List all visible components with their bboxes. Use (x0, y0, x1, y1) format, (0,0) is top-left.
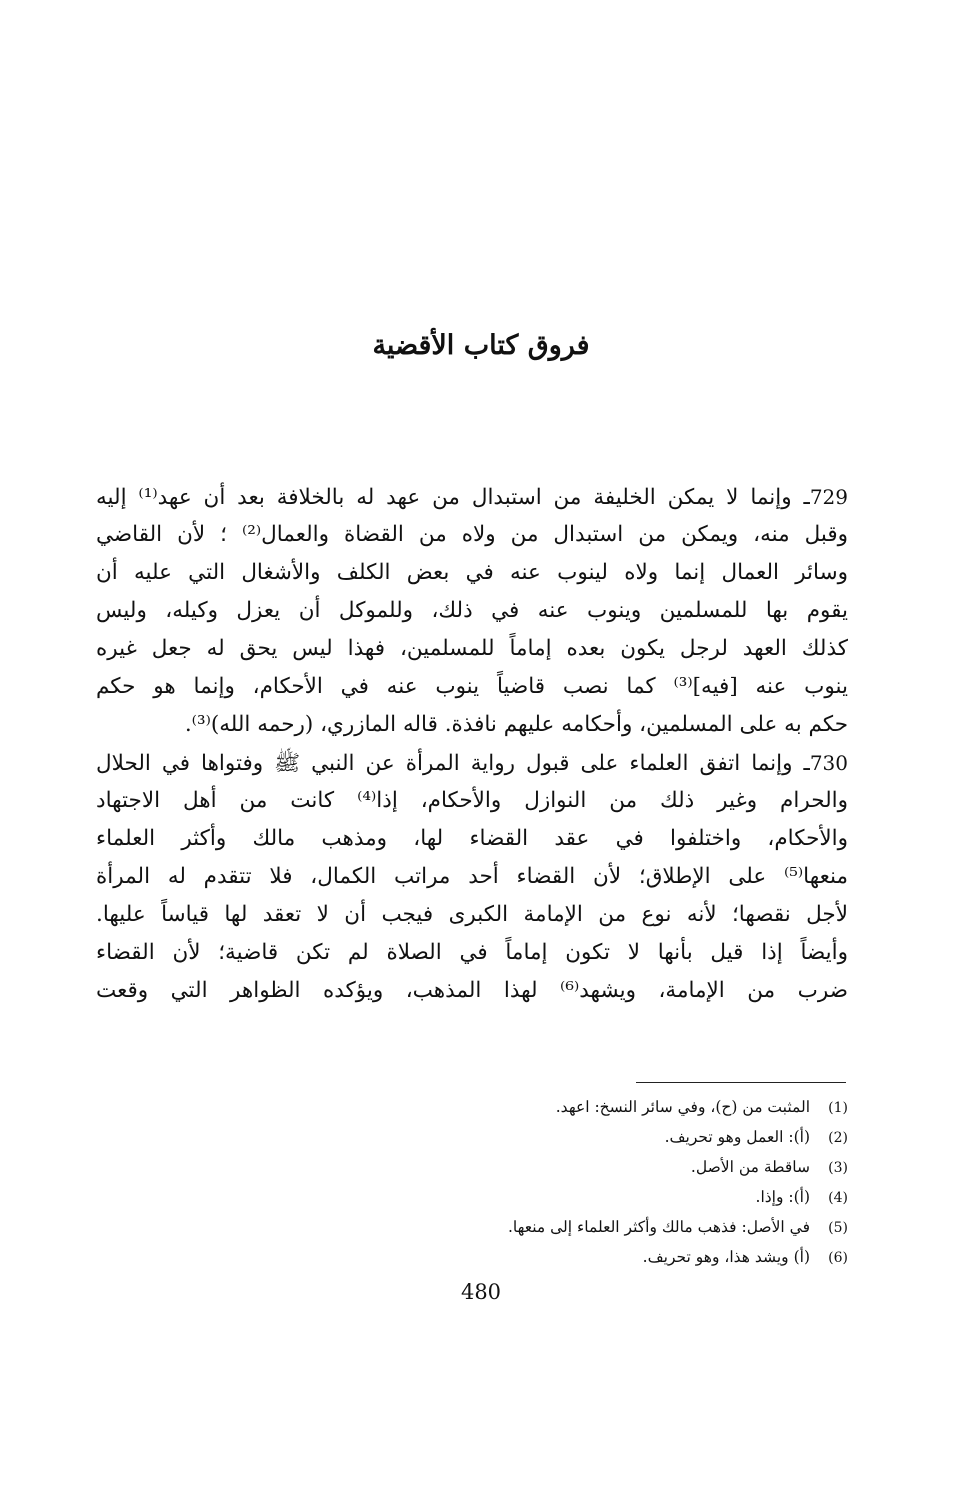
footnote-text: (أ): العمل وهو تحريف. (664, 1128, 810, 1146)
paragraph-number: 729 (809, 485, 848, 509)
paragraph-730 (96, 744, 848, 1010)
text-line: ينوب عنه [فيه]⁽³⁾ كما نصب قاضياً ينوب عنه في الأحكام، وإنما هو حكم (96, 674, 848, 699)
footnote (288, 1212, 848, 1242)
footnote-text: المثبت من (ح)، وفي سائر النسخ: اعهد. (555, 1098, 810, 1116)
footnote-number: (5) (828, 1220, 848, 1236)
footnote (288, 1242, 848, 1272)
text-line: والحرام وغير ذلك من النوازل والأحكام، إذا⁽⁴⁾ كانت من أهل الاجتهاد (96, 788, 848, 813)
footnote-text: في الأصل: فذهب مالك وأكثر العلماء إلى منعها. (507, 1218, 810, 1236)
footnote-number: (4) (828, 1190, 848, 1206)
footnote-number: (3) (828, 1160, 848, 1176)
paragraph-729 (96, 478, 848, 744)
text-line: حكم به على المسلمين، وأحكامه عليهم نافذة. قاله المازري، (رحمه الله)⁽³⁾. (184, 712, 848, 737)
footnote (288, 1152, 848, 1182)
text-line: وسائر العمال إنما ولاه لينوب عنه في بعض الكلف والأشغال التي عليه أن (96, 560, 848, 585)
paragraph-number: 730 (809, 751, 848, 775)
footnote (288, 1092, 848, 1122)
chapter-title: فروق كتاب الأقضية (372, 330, 590, 361)
text-line: لأجل نقصها؛ لأنه نوع من الإمامة الكبرى فيجب أن لا تعقد لها قياساً عليها. (96, 902, 848, 927)
text-line: كذلك العهد لرجل يكون بعده إماماً للمسلمين، فهذا ليس يحق له جعل غيره (96, 636, 848, 661)
footnote (288, 1122, 848, 1152)
footnote-number: (2) (828, 1130, 848, 1146)
footnote-separator (636, 1082, 846, 1083)
line-text: ـ وإنما لا يمكن الخليفة من استبدال من عهد له بالخلافة بعد أن عهد⁽¹⁾ إليه (96, 485, 810, 510)
footnote-text: (أ) ويشد هذا، وهو تحريف. (642, 1248, 810, 1266)
text-line: يقوم بها للمسلمين وينوب عنه في ذلك، وللموكل أن يعزل وكيله، وليس (96, 598, 848, 623)
text-line: وقبل منه، ويمكن من استبدال من ولاه من القضاة والعمال⁽²⁾ ؛ لأن القاضي (96, 522, 848, 547)
text-line (96, 744, 848, 782)
text-line: والأحكام، واختلفوا في عقد القضاء لها، ومذهب مالك وأكثر العلماء (96, 826, 848, 851)
footnotes (288, 1092, 848, 1272)
footnote-text: ساقطة من الأصل. (690, 1158, 810, 1176)
line-text: ـ وإنما اتفق العلماء على قبول رواية المرأة عن النبي ﷺ وفتواها في الحلال (96, 751, 810, 776)
footnote (288, 1182, 848, 1212)
footnote-number: (1) (828, 1100, 848, 1116)
footnote-text: (أ): وإذا. (755, 1188, 810, 1206)
text-line: منعها⁽⁵⁾ على الإطلاق؛ لأن القضاء أحد مراتب الكمال، فلا تتقدم له المرأة (96, 864, 848, 889)
text-line: ضرب من الإمامة، ويشهد⁽⁶⁾ لهذا المذهب، ويؤكده الظواهر التي وقعت (96, 978, 848, 1003)
page-number: 480 (460, 1280, 502, 1304)
text-line: وأيضاً إذا قيل بأنها لا تكون إماماً في الصلاة لم تكن قاضية؛ لأن القضاء (96, 940, 848, 965)
footnote-number: (6) (828, 1250, 848, 1266)
body-text (96, 478, 848, 1010)
text-line (96, 478, 848, 516)
